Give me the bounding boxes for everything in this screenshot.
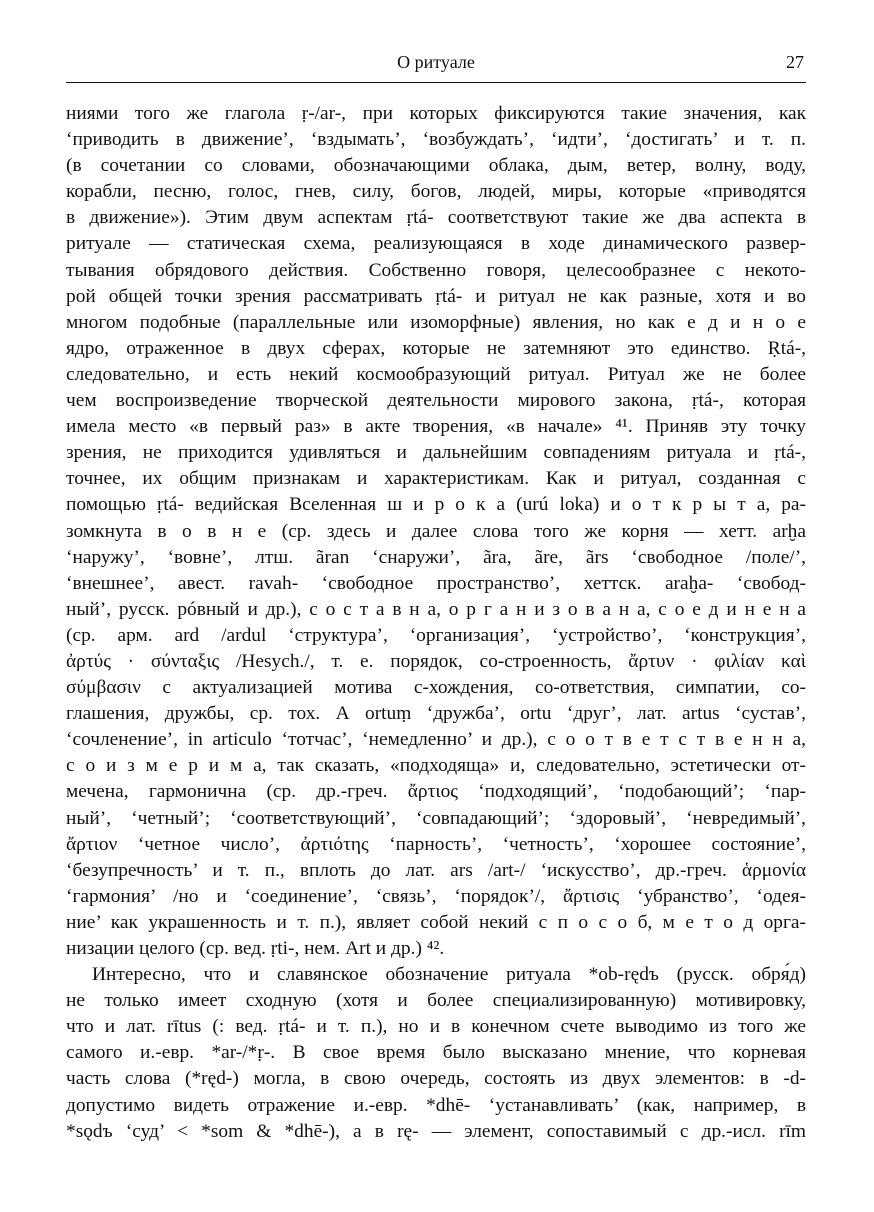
- text-line: ‘приводить в движение’, ‘вздымать’, ‘возбуждать’, ‘идти’, ‘достигать’ и т. п.: [66, 129, 806, 151]
- text-line: ние’ как украшенность и т. п.), являет собой некий с п о с о б, м е т о д орга-: [66, 911, 806, 933]
- text-line: с о и з м е р и м а, так сказать, «подходяща» и, следовательно, эстетически от-: [66, 755, 806, 777]
- text-line: следовательно, и есть некий космообразующий ритуал. Ритуал же не более: [66, 363, 806, 385]
- text-line: допустимо видеть отражение и.-евр. *dhē- ‘устанавливать’ (как, например, в: [66, 1094, 806, 1116]
- text-line: ‘внешнее’, авест. ravah- ‘свободное пространство’, хеттск. araḫa- ‘свобод-: [66, 572, 806, 594]
- text-line: не только имеет сходную (хотя и более специализированную) мотивировку,: [66, 990, 806, 1012]
- running-header: [66, 50, 806, 80]
- text-line: (в сочетании со словами, обозначающими облака, дым, ветер, волну, воду,: [66, 155, 806, 177]
- text-line: (ср. арм. ard /ardul ‘структура’, ‘организация’, ‘устройство’, ‘конструкция’,: [66, 624, 806, 646]
- text-line: корабли, песню, голос, гнев, силу, богов, людей, миры, которые «приводятся: [66, 181, 806, 203]
- text-line: имела место «в первый раз» в акте творения, «в начале» ⁴¹. Приняв эту точку: [66, 416, 806, 438]
- text-line: ‘наружу’, ‘вовне’, лтш. ãran ‘снаружи’, ãra, ãre, ãrs ‘свободное /поле/’,: [66, 546, 806, 568]
- text-line: σύμβασιν с актуализацией мотива с-хождения, со-ответствия, симпатии, со-: [66, 677, 806, 699]
- text-line: ритуале — статическая схема, реализующаяся в ходе динамического развер-: [66, 233, 806, 255]
- text-line: что и лат. rītus (: вед. ṛtá- и т. п.), но и в конечном счете выводимо из того же: [66, 1016, 806, 1038]
- text-line: ἄρτιον ‘четное число’, ἀρτιότης ‘парность’, ‘четность’, ‘хорошее состояние’,: [66, 833, 806, 855]
- text-line: ядро, отраженное в двух сферах, которые не затемняют это единство. Ṛtá-,: [66, 337, 806, 359]
- text-line: ниями того же глагола ṛ-/ar-, при которых фиксируются такие значения, как: [66, 103, 806, 124]
- text-line: зрения, не приходится удивляться и дальнейшим совпадениям ритуала и ṛtá-,: [66, 442, 806, 464]
- text-line: ‘сочленение’, in articulo ‘тотчас’, ‘немедленно’ и др.), с о о т в е т с т в е н н а,: [66, 729, 806, 751]
- text-line: зомкнута в о в н е (ср. здесь и далее слова того же корня — хетт. arḫa: [66, 520, 806, 542]
- text-line: ный’, русск. рóвный и др.), с о с т а в н а, о р г а н и з о в а н а, с о е д и н е н а: [66, 598, 806, 620]
- text-line: *sǫdъ ‘суд’ < *som & *dhē-), а в rę- — элемент, сопоставимый с др.-исл. rīm: [66, 1120, 806, 1142]
- text-line: ‘безупречность’ и т. п., вплоть до лат. ars /art-/ ‘искусство’, др.-греч. ἁρμονία: [66, 859, 806, 881]
- paragraph-start-line: Интересно, что и славянское обозначение ритуала *ob-rędъ (русск. обря́д): [92, 964, 806, 986]
- header-rule: [66, 82, 806, 83]
- text-line: многом подобные (параллельные или изоморфные) явления, но как е д и н о е: [66, 311, 806, 333]
- text-line: мечена, гармонична (ср. др.-греч. ἄρτιος ‘подходящий’, ‘подобающий’; ‘пар-: [66, 781, 806, 803]
- paragraph-end-line: низации целого (ср. вед. ṛti-, нем. Art и др.) ⁴².: [66, 938, 445, 959]
- text-line: часть слова (*ręd-) могла, в свою очередь, состоять из двух элементов: в -d-: [66, 1068, 806, 1090]
- text-line: рой общей точки зрения рассматривать ṛtá- и ритуал не как разные, хотя и во: [66, 285, 806, 307]
- text-line: помощью ṛtá- ведийская Вселенная ш и р о к а (urú loka) и о т к р ы т а, ра-: [66, 494, 806, 516]
- running-title: О ритуале: [397, 52, 475, 72]
- text-line: глашения, дружбы, ср. тох. А ortuṃ ‘дружба’, ortu ‘друг’, лат. artus ‘сустав’,: [66, 703, 806, 725]
- text-line: тывания обрядового действия. Собственно говоря, целесообразнее с некото-: [66, 259, 806, 281]
- text-line: ἀρτύς · σύνταξις /Hesych./, т. е. порядок, со-строенность, ἄρτυν · φιλίαν καὶ: [66, 650, 806, 672]
- body-text: [66, 101, 806, 1145]
- text-line: в движение»). Этим двум аспектам ṛtá- соответствуют такие же два аспекта в: [66, 207, 806, 229]
- page-number: 27: [786, 52, 804, 72]
- text-line: самого и.-евр. *ar-/*ṛ-. В свое время было высказано мнение, что корневая: [66, 1042, 806, 1064]
- text-line: ный’, ‘четный’; ‘соответствующий’, ‘совпадающий’; ‘здоровый’, ‘невредимый’,: [66, 807, 806, 829]
- text-line: точнее, их общим признакам и характеристикам. Как и ритуал, созданная с: [66, 468, 806, 490]
- text-line: ‘гармония’ /но и ‘соединение’, ‘связь’, ‘порядок’/, ἄρτισις ‘убранство’, ‘одея-: [66, 885, 806, 907]
- text-line: чем воспроизведение творческой деятельности мирового закона, ṛtá-, которая: [66, 390, 806, 412]
